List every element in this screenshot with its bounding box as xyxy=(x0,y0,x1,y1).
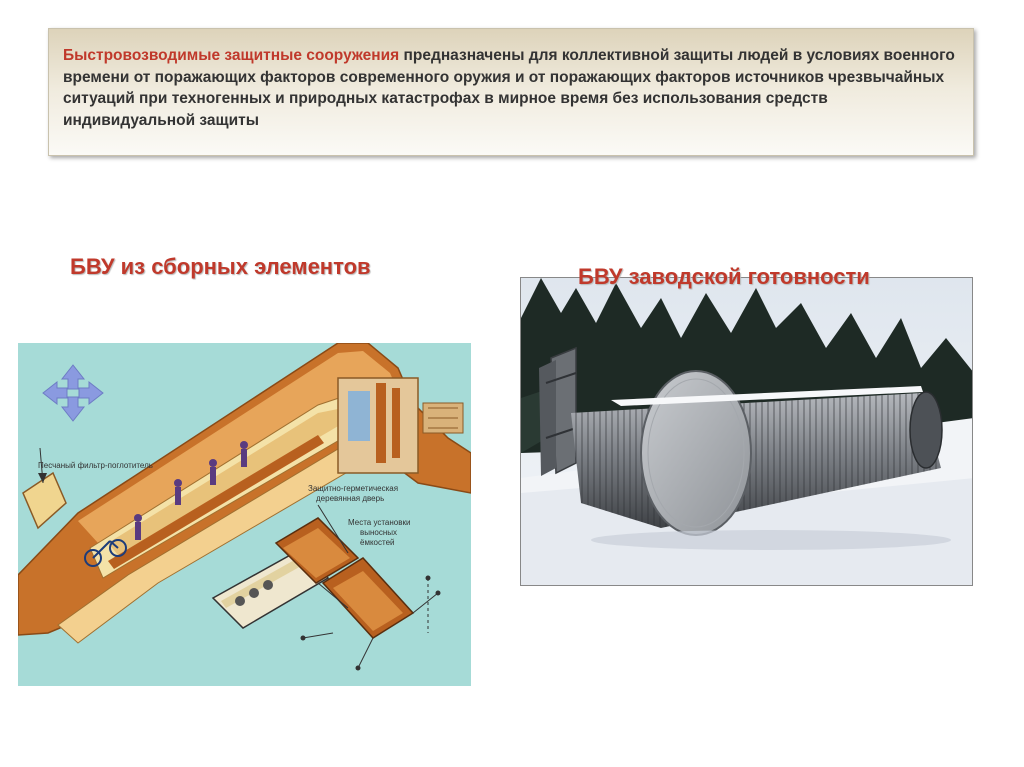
intro-highlight: Быстровозводимые защитные сооружения xyxy=(63,47,400,64)
factory-shelter-illustration xyxy=(521,278,973,586)
left-caption: БВУ из сборных элементов xyxy=(70,254,371,279)
move-arrows-icon xyxy=(43,365,103,421)
label-places-line-2: выносных xyxy=(360,528,398,537)
label-places-line-3: ёмкостей xyxy=(360,538,395,547)
prefab-shelter-diagram xyxy=(18,343,471,686)
floor-plan xyxy=(213,518,441,671)
intro-box xyxy=(48,28,974,156)
label-door-line-1: Защитно-герметическая xyxy=(308,484,399,493)
label-door-line-2: деревянная дверь xyxy=(316,494,385,503)
prefab-shelter-illustration xyxy=(18,343,471,686)
label-sand-filter: Песчаный фильтр-поглотитель xyxy=(38,461,153,470)
intro-text: предназначены для коллективной защиты людей в условиях военного времени от поражающих факторов современного оружия и от поражающих факторов источников чрезвычайных ситуаций при техногенных и природных катастрофах в мирное время без использования средств индивидуальной защиты xyxy=(63,47,955,129)
right-caption: БВУ заводской готовности xyxy=(578,264,870,289)
label-places-line-1: Места установки xyxy=(348,518,411,527)
factory-shelter-photo xyxy=(520,277,973,586)
